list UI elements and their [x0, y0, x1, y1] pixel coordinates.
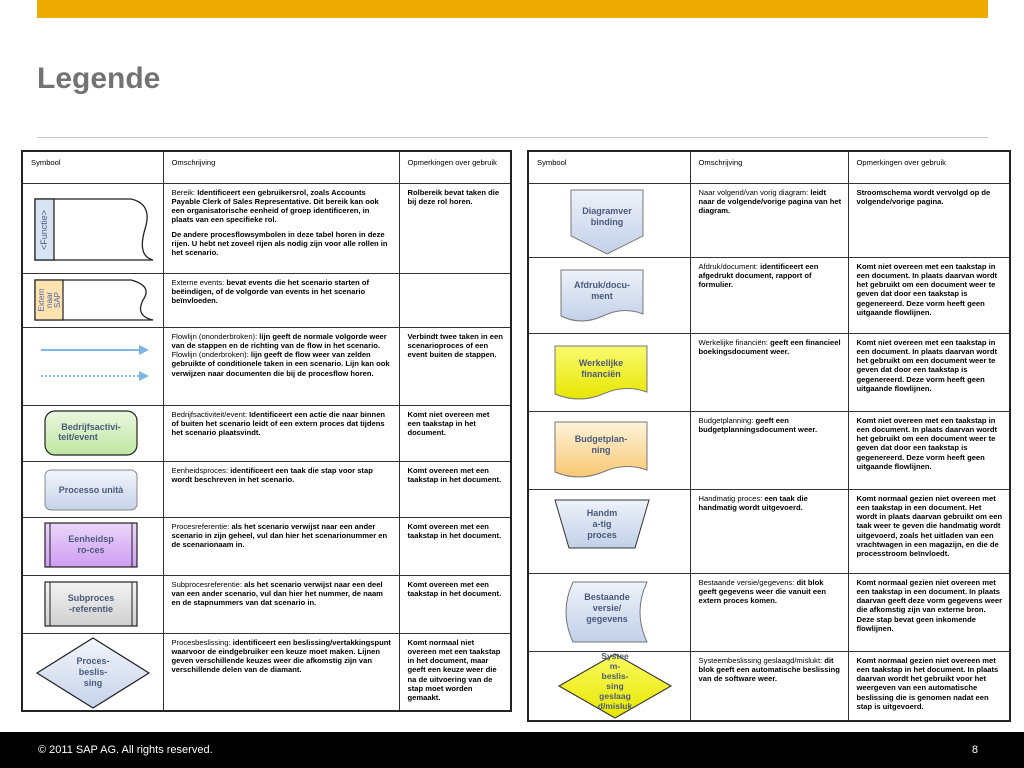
symbol-cell [22, 461, 163, 517]
eenheid-line-1: Eenheidsp [68, 533, 114, 544]
solid-arrowhead-icon [139, 345, 149, 355]
werkelijk-line-1: Werkelijke [578, 357, 624, 368]
subproces-line-1: Subproces [67, 592, 115, 603]
table-row [528, 257, 1010, 333]
symbol-cell [528, 257, 690, 333]
header-opmerkingen: Opmerkingen over gebruik [399, 151, 511, 183]
description-cell: Bestaande versie/gegevens: dit blok geeft gegevens weer die vanuit een extern proces komen. [690, 573, 848, 651]
business-activity-shape-icon [23, 406, 164, 462]
table-row [22, 517, 511, 575]
remark-cell: Verbindt twee taken in een scenarioproces of een event buiten de stappen. [399, 327, 511, 405]
description-cell: Naar volgend/van vorig diagram: leidt naar de volgende/vorige pagina van het diagram. [690, 183, 848, 257]
header-opmerkingen: Opmerkingen over gebruik [848, 151, 1010, 183]
beslis-line-1: Proces- [76, 655, 110, 666]
remark-cell: Komt niet overeen met een taakstap in een document. In plaats daarvan wordt het gebruikt om een document weer te geven dat door een taakstap is gegenereerd. Deze vorm heeft geen uitgaande flowlijnen. [848, 257, 1010, 333]
symbol-cell [22, 183, 163, 273]
top-accent-bar [37, 0, 988, 18]
afdruk-line-2: ment [591, 290, 613, 301]
external-event-shape-icon [23, 274, 164, 328]
symbol-cell [528, 573, 690, 651]
page-number: 8 [971, 744, 978, 756]
footer-bar [0, 732, 1024, 768]
description-cell: Externe events: bevat events die het scenario starten of beëindigen, of de volgorde van events in het scenario beïnvloeden. [163, 273, 399, 327]
print-document-shape-icon [529, 258, 691, 334]
systeem-line-5: geslaag [599, 690, 631, 701]
legend-table-left [21, 150, 512, 712]
flow-lines-icon [23, 328, 164, 406]
table-row [22, 327, 511, 405]
remark-cell: Komt niet overeen met een taakstap in het document. [399, 405, 511, 461]
description-cell: Bedrijfsactiviteit/event: Identificeert een actie die naar binnen of buiten het scenario leidt of een extern proces dat tijdens het scenario plaatsvindt. [163, 405, 399, 461]
extern-line-3: SAP [53, 291, 62, 308]
symbol-cell [22, 633, 163, 711]
budget-line-1: Budgetplan- [574, 433, 628, 444]
extern-line-1: Extern [37, 287, 46, 312]
system-decision-diamond-icon [529, 652, 691, 722]
remark-cell: Komt normaal gezien niet overeen met een taakstap in het document. In plaats daarvan wordt het gebruikt voor het weergeven van een automatische beslissing die is genomen nadat een stap is uitgevoerd. [848, 651, 1010, 721]
remark-cell: Komt normaal gezien niet overeen met een taakstap in een document. Het wordt in plaats daarvan gebruikt om een taak weer te geven die handmatig wordt uitgevoerd, zoals het uitladen van een vrachtwagen in een magazijn, en die de processtroom beïnvloedt. [848, 489, 1010, 573]
systeem-line-1: Systee [601, 651, 629, 661]
remark-cell: Komt normaal gezien niet overeen met een taakstap in een document. In plaats daarvan geeft deze vorm gegevens weer die afkomstig zijn van externe bron. Deze stap bevat geen inkomende flowlijnen. [848, 573, 1010, 651]
table-row [22, 633, 511, 711]
budget-line-2: ning [591, 444, 611, 455]
diagram-line-1: Diagramver [582, 205, 632, 216]
remark-cell: Komt overeen met een taakstap in het document. [399, 575, 511, 633]
subprocess-reference-shape-icon [23, 576, 164, 634]
remark-cell: Komt niet overeen met een taakstap in een document. In plaats daarvan wordt het gebruikt om een document weer te geven dat door een taakstap is gegenereerd. Deze vorm heeft geen uitgaande flowlijnen. [848, 411, 1010, 489]
symbol-cell [22, 517, 163, 575]
handm-line-3: proces [587, 529, 617, 540]
description-cell: Subprocesreferentie: als het scenario verwijst naar een deel van een ander scenario, vul dan hier het nummer, de naam en de stapnummers van dat scenario in. [163, 575, 399, 633]
description-cell: Flowlijn (ononderbroken): lijn geeft de normale volgorde weer van de stappen en de richting van de flow in het scenario. Flowlijn (onderbroken): lijn geeft de flow weer van zelden gebruikte of conditionele taken in een scenario. Lijn kan ook verwijzen naar documenten die bij de procesflow horen. [163, 327, 399, 405]
bedrijf-line-1: Bedrijfsactivi- [61, 421, 121, 432]
table-row [22, 183, 511, 273]
description-cell: Afdruk/document: identificeert een afgedrukt document, rapport of formulier. [690, 257, 848, 333]
functie-label: <Functie> [39, 209, 49, 250]
symbol-cell [528, 183, 690, 257]
table-row [22, 461, 511, 517]
table-row [528, 651, 1010, 721]
bestaand-line-1: Bestaande [584, 591, 630, 602]
unit-process-shape-icon [23, 462, 164, 518]
diagram-connector-shape-icon [529, 184, 691, 258]
swimlane-shape-icon [23, 184, 164, 274]
systeem-line-3: beslis- [601, 670, 629, 681]
description-cell: Eenheidsproces: identificeert een taak die stap voor stap wordt beschreven in het scenario. [163, 461, 399, 517]
description-cell: Budgetplanning: geeft een budgetplanningsdocument weer. [690, 411, 848, 489]
table-row [528, 573, 1010, 651]
systeem-line-2: m- [609, 660, 621, 671]
table-row [528, 333, 1010, 411]
remark-cell: Rolbereik bevat taken die bij deze rol horen. [399, 183, 511, 273]
table-row [22, 575, 511, 633]
description-cell: Handmatig proces: een taak die handmatig wordt uitgevoerd. [690, 489, 848, 573]
eenheid-line-2: ro-ces [77, 544, 105, 555]
description-cell: Procesreferentie: als het scenario verwijst naar een ander scenario in zijn geheel, vul dan hier het scenarionummer en de scenarionaam in. [163, 517, 399, 575]
beslis-line-3: sing [83, 677, 103, 688]
remark-cell: Komt niet overeen met een taakstap in een document. In plaats daarvan wordt het gebruikt om een document weer te geven dat door een taakstap is gegenereerd. Deze vorm heeft geen uitgaande flowlijnen. [848, 333, 1010, 411]
table-row [22, 273, 511, 327]
existing-data-shape-icon [529, 574, 691, 652]
remark-cell: Stroomschema wordt vervolgd op de volgende/vorige pagina. [848, 183, 1010, 257]
werkelijk-line-2: financiën [581, 368, 621, 379]
symbol-cell [22, 327, 163, 405]
copyright-text: © 2011 SAP AG. All rights reserved. [38, 744, 213, 756]
remark-cell: Komt normaal niet overeen met een taakstap in het document, maar geeft een keuze weer die na de uitvoering van de stap moet worden gemaakt. [399, 633, 511, 711]
description-cell: Systeembeslissing geslaagd/mislukt: dit blok geeft een automatische beslissing van de software weer. [690, 651, 848, 721]
systeem-line-6: d/misluk [597, 700, 633, 711]
process-reference-shape-icon [23, 518, 164, 576]
beslis-line-2: beslis- [78, 666, 108, 677]
symbol-cell [22, 405, 163, 461]
table-row [528, 411, 1010, 489]
actual-finance-shape-icon [529, 334, 691, 412]
bedrijf-line-2: teit/event [58, 431, 98, 442]
symbol-cell [22, 575, 163, 633]
processo-label: Processo unità [58, 484, 124, 495]
process-decision-diamond-icon [23, 634, 164, 712]
header-symbool: Symbool [22, 151, 163, 183]
legend-table-right [527, 150, 1011, 722]
symbol-cell [528, 489, 690, 573]
remark-cell: Komt overeen met een taakstap in het document. [399, 517, 511, 575]
header-symbool: Symbool [528, 151, 690, 183]
subproces-line-2: -referentie [68, 603, 114, 614]
symbol-cell [528, 411, 690, 489]
budget-planning-shape-icon [529, 412, 691, 490]
description-cell: Bereik: Identificeert een gebruikersrol, zoals Accounts Payable Clerk of Sales Representative. Dit bereik kan ook een organisatorische eenheid of groep identificeren, in plaats van een specifieke rol. De andere procesflowsymbolen in deze tabel horen in deze rijen. U hebt net zoveel rijen als nodig zijn voor alle rollen in het scenario. [163, 183, 399, 273]
afdruk-line-1: Afdruk/docu- [574, 279, 630, 290]
remark-cell: Komt overeen met een taakstap in het document. [399, 461, 511, 517]
remark-cell [399, 273, 511, 327]
manual-process-shape-icon [529, 490, 691, 574]
header-omschrijving: Omschrijving [690, 151, 848, 183]
diagram-line-2: binding [590, 216, 624, 227]
symbol-cell [528, 333, 690, 411]
table-row [528, 183, 1010, 257]
title-divider [37, 137, 988, 138]
page-title: Legende [37, 62, 161, 95]
handm-line-1: Handm [586, 507, 618, 518]
description-cell: Procesbeslissing: identificeert een beslissing/vertakkingspunt waarvoor de eindgebruiker een keuze moet maken. Lijnen geven verschillende keuzes weer die afkomstig zijn van verschillende delen van de diamant. [163, 633, 399, 711]
symbol-cell [528, 651, 690, 721]
table-row [22, 405, 511, 461]
symbol-cell [22, 273, 163, 327]
table-row [528, 489, 1010, 573]
handm-line-2: a-tig [592, 518, 612, 529]
bestaand-line-2: versie/ [592, 602, 622, 613]
systeem-line-4: sing [606, 680, 624, 691]
extern-line-2: naar [45, 291, 54, 308]
dashed-arrowhead-icon [139, 371, 149, 381]
bestaand-line-3: gegevens [586, 613, 628, 624]
header-omschrijving: Omschrijving [163, 151, 399, 183]
description-cell: Werkelijke financiën: geeft een financieel boekingsdocument weer. [690, 333, 848, 411]
